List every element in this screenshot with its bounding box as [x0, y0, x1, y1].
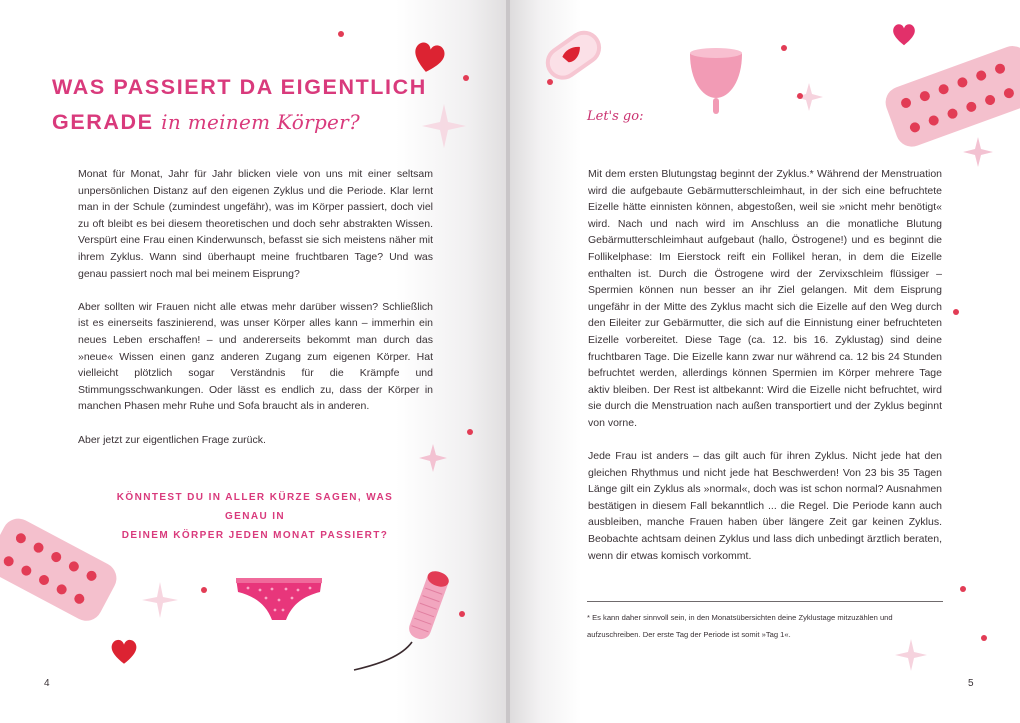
interview-question — [95, 488, 415, 545]
pill-blister-icon — [880, 40, 1020, 160]
title-line-2-prefix: GERADE — [52, 110, 154, 134]
dot-icon — [546, 78, 554, 86]
dot-icon — [200, 586, 208, 594]
sparkle-icon — [962, 136, 994, 168]
paragraph: Jede Frau ist anders – das gilt auch für ihren Zyklus. Nicht jede hat den gleichen Rhythmus und nicht jede hat Beschwerden! Von 23 bis 35 Tagen Länge gilt ein Zyklus als »normal«, doch was ist schon normal? Ausnahmen bestätigen in diesem Fall bekanntlich ... die Regel. Die Periode kann auch ausbleiben, manche Frauen haben über längere Zeit gar keinen Zyklus. Beobachte achtsam deinen Zyklus und lass dich unbedingt ärztlich beraten, wenn dir etwas komisch vorkommt. — [588, 450, 942, 562]
dot-icon — [980, 634, 988, 642]
paragraph: Monat für Monat, Jahr für Jahr blicken viele von uns mit einer seltsam unpersönlichen Distanz auf den eigenen Zyklus und die Periode. Klar lernt man in der Schule (zumindest ungefähr), was im Körper passiert, doch viel zu oft bleibt es bei diesem theoretischen und doch sehr abstrakten Wissen. Verspürt eine Frau einen Kinderwunsch, befasst sie sich meistens näher mit ihrem Zyklus. Wann sind überhaupt meine fruchtbaren Tage? Und was genau passiert noch mal bei meinem Eisprung? — [78, 168, 433, 280]
tampon-icon — [350, 560, 460, 680]
paragraph: Mit dem ersten Blutungstag beginnt der Zyklus.* Während der Menstruation wird die aufgebaute Gebärmutterschleimhaut, in der sich eine befruchtete Eizelle hätte einnisten können, abgestoßen, weil sie »nicht mehr benötigt« wird. Nach und nach wird im Anschluss an die monatliche Blutung Gebärmutterschleimhaut aufgebaut (hallo, Östrogene!) und es beginnt die Follikelphase: Im Eierstock reift ein Follikel heran, in dem die Eizelle enthalten ist. Durch die Östrogene wird der Zervixschleim flüssiger – Spermien können nun besser an ihr Ziel gelangen. Mit dem Eisprung ungefähr in der Mitte des Zyklus macht sich die Eizelle auf den Weg durch den Eileiter zur Gebärmutter, die sich auf die Einnistung einer befruchteten Eizelle vorbereitet. Diese Tage (ca. 12. bis 16. Zyklustag) sind deine fruchtbaren Tage. Die Eizelle kann zwar nur während ca. 12 bis 24 Stunden befruchtet werden, allerdings können Spermien im Körper mehrere Tage aktiv bleiben. Der Rest ist altbekannt: Wird die Eizelle nicht befruchtet, wird sie durch die Menstruation nach außen transportiert und der Zyklus beginnt von vorne. — [588, 168, 942, 429]
sparkle-icon — [420, 102, 468, 150]
dot-icon — [959, 585, 967, 593]
pill-blister-icon — [0, 508, 120, 638]
right-page — [510, 0, 1020, 723]
right-body-text — [588, 166, 942, 581]
question-line-2: DEINEM KÖRPER JEDEN MONAT PASSIERT? — [121, 530, 389, 541]
page-title — [52, 70, 427, 140]
dot-icon — [466, 428, 474, 436]
dot-icon — [462, 74, 470, 82]
dot-icon — [796, 92, 804, 100]
menstrual-cup-icon — [680, 40, 752, 120]
left-page — [0, 0, 508, 723]
left-body-text — [78, 166, 433, 465]
footnote: * Es kann daher sinnvoll sein, in den Monatsübersichten deine Zyklustage mitzuzählen und aufzuschreiben. Der erste Tag der Periode ist somit »Tag 1«. — [587, 613, 893, 639]
sparkle-icon — [894, 638, 928, 672]
footnote-divider — [587, 601, 943, 602]
heart-icon — [108, 635, 140, 667]
paragraph: Aber sollten wir Frauen nicht alle etwas mehr darüber wissen? Schließlich ist es einerseits faszinierend, was unser Körper alles kann – immerhin ein neues Leben erschaffen! – und andererseits bekommt man durch das »neue« Wissen einen ganz anderen Zugang zum eigenen Körper. Hat vielleicht plötzlich sogar Verständnis für die Krämpfe und Stimmungsschwankungen. Oder lässt es endlich zu, dass der Körper in manchen Phasen mehr Ruhe und Sofa braucht als in anderen. — [78, 300, 433, 413]
sparkle-icon — [418, 443, 448, 473]
question-line-1: KÖNNTEST DU IN ALLER KÜRZE SAGEN, WAS GENAU IN — [116, 492, 394, 522]
dot-icon — [952, 308, 960, 316]
paragraph: Aber jetzt zur eigentlichen Frage zurück. — [78, 433, 266, 446]
sparkle-icon — [140, 580, 180, 620]
page-number: 4 — [44, 678, 50, 689]
lets-go-heading: Let's go: — [587, 109, 644, 124]
underwear-icon — [234, 570, 324, 630]
dot-icon — [337, 30, 345, 38]
title-line-1: WAS PASSIERT DA EIGENTLICH — [52, 75, 427, 99]
heart-icon — [410, 38, 448, 76]
page-number: 5 — [968, 678, 974, 689]
title-line-2-script: in meinem Körper? — [161, 110, 361, 134]
dot-icon — [780, 44, 788, 52]
